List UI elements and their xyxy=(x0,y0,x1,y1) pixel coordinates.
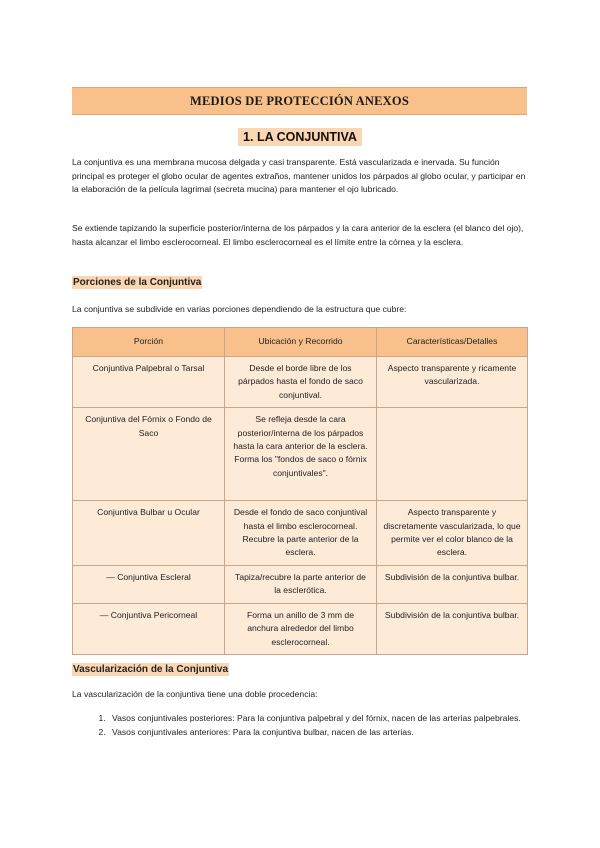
intro-paragraph-1: La conjuntiva es una membrana mucosa delgada y casi transparente. Está vascularizada e inervada. Su función principal es proteger el globo ocular de agentes extraños, mantener unidos los párpados al globo ocular, y participar en la elaboración de la película lagrimal (secreta mucina) para mantener el ojo lubricado. xyxy=(72,157,526,195)
section-title-text: 1. LA CONJUNTIVA xyxy=(238,128,362,146)
cell-ubicacion: Forma un anillo de 3 mm de anchura alrededor del limbo esclerocorneal. xyxy=(225,603,377,654)
vascularization-list xyxy=(90,712,548,739)
cell-detalles: Subdivisión de la conjuntiva bulbar. xyxy=(377,603,528,654)
cell-detalles xyxy=(377,408,528,501)
cell-porcion: Conjuntiva Palpebral o Tarsal xyxy=(73,357,225,408)
column-header-ubicacion: Ubicación y Recorrido xyxy=(225,328,377,357)
cell-ubicacion: Desde el fondo de saco conjuntival hasta el limbo esclerocorneal. Recubre la parte anterior de la esclera. xyxy=(225,501,377,566)
portions-intro: La conjuntiva se subdivide en varias porciones dependiendo de la estructura que cubre: xyxy=(72,304,407,314)
cell-detalles: Aspecto transparente y ricamente vascularizada. xyxy=(377,357,528,408)
vascularization-heading-text: Vascularización de la Conjuntiva xyxy=(73,664,229,675)
table-row xyxy=(73,603,528,654)
column-header-detalles: Características/Detalles xyxy=(377,328,528,357)
portions-table xyxy=(72,327,528,655)
table-row xyxy=(73,357,528,408)
cell-porcion: Conjuntiva del Fórnix o Fondo de Saco xyxy=(73,408,225,501)
cell-ubicacion: Desde el borde libre de los párpados hasta el fondo de saco conjuntival. xyxy=(225,357,377,408)
cell-detalles: Subdivisión de la conjuntiva bulbar. xyxy=(377,565,528,603)
list-item: 2. Vasos conjuntivales anteriores: Para la conjuntiva bulbar, nacen de las arterias. xyxy=(108,726,548,740)
table-header-row xyxy=(73,328,528,357)
cell-ubicacion: Tapiza/recubre la parte anterior de la esclerótica. xyxy=(225,565,377,603)
section-title xyxy=(0,128,600,146)
cell-porcion: — Conjuntiva Pericorneal xyxy=(73,603,225,654)
table-row xyxy=(73,565,528,603)
column-header-porcion: Porción xyxy=(73,328,225,357)
vascularization-intro: La vascularización de la conjuntiva tiene una doble procedencia: xyxy=(72,689,318,699)
cell-ubicacion: Se refleja desde la cara posterior/interna de los párpados hasta la cara anterior de la esclera. Forma los "fondos de saco o fórnix conjuntivales". xyxy=(225,408,377,501)
vascularization-heading xyxy=(72,664,229,675)
document-banner xyxy=(72,87,527,115)
intro-paragraph-2: Se extiende tapizando la superficie posterior/interna de los párpados y la cara anterior de la esclera (el blanco del ojo), hasta alcanzar el limbo esclerocorneal. El limbo esclerocorneal es el límite entre la córnea y la esclera. xyxy=(72,223,524,247)
list-item: 1. Vasos conjuntivales posteriores: Para la conjuntiva palpebral y del fórnix, nacen de las arterias palpebrales. xyxy=(108,712,548,726)
portions-heading-text: Porciones de la Conjuntiva xyxy=(73,277,202,288)
portions-heading xyxy=(72,277,202,288)
table-row xyxy=(73,501,528,566)
cell-detalles: Aspecto transparente y discretamente vascularizada, lo que permite ver el color blanco de la esclera. xyxy=(377,501,528,566)
table-row xyxy=(73,408,528,501)
banner-title: MEDIOS DE PROTECCIÓN ANEXOS xyxy=(190,93,409,108)
cell-porcion: Conjuntiva Bulbar u Ocular xyxy=(73,501,225,566)
cell-porcion: — Conjuntiva Escleral xyxy=(73,565,225,603)
